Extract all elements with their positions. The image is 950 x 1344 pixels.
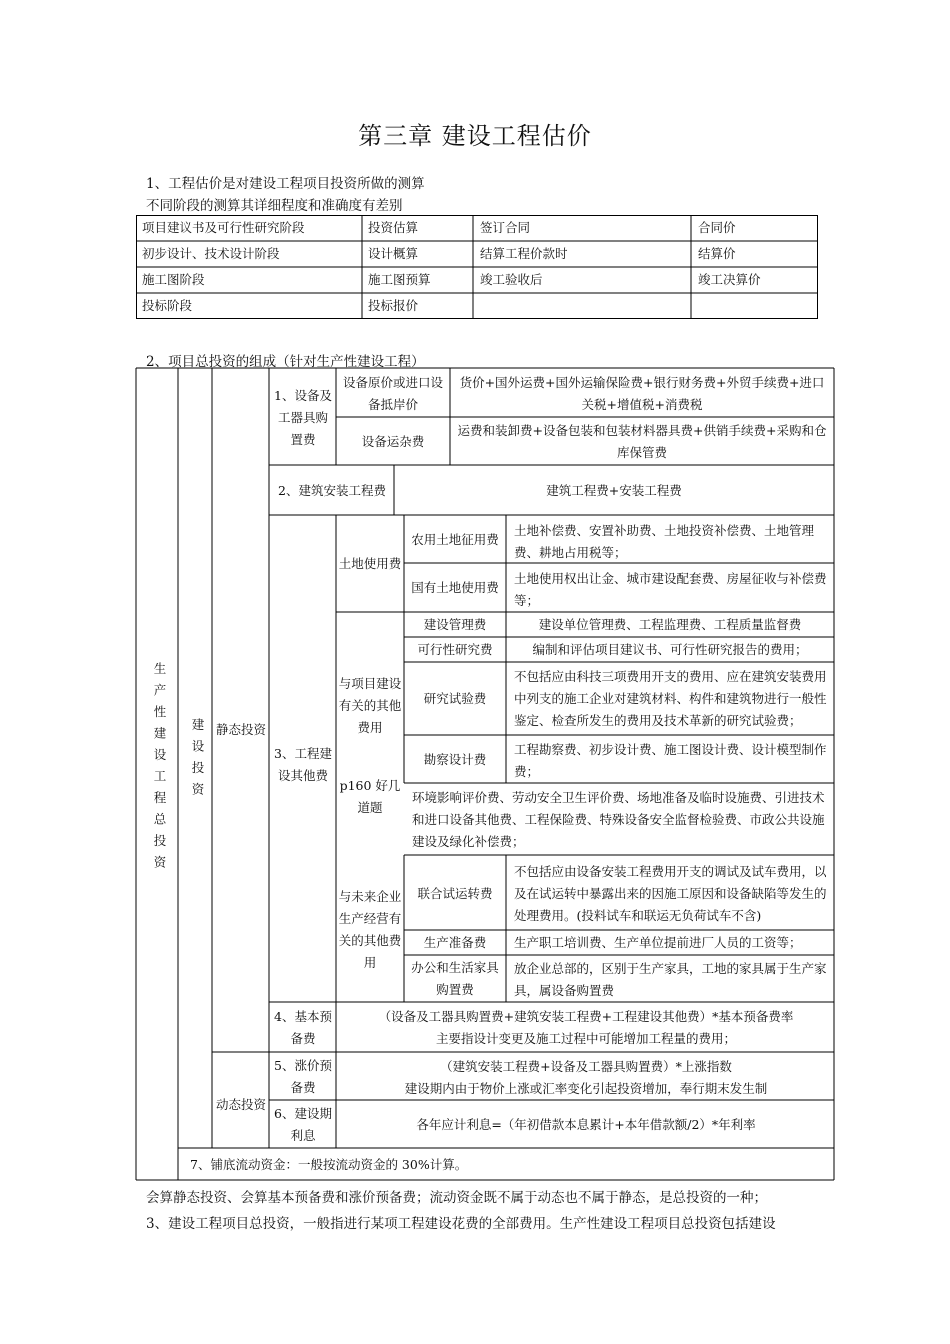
equipment-original-desc: 货价+国外运费+国外运输保险费+银行财务费+外贸手续费+进口关税+增值税+消费税 (459, 375, 825, 412)
stage-cell: 设计概算 (368, 246, 419, 261)
mgmt-fee-label: 建设管理费 (423, 617, 487, 632)
price-reserve-label: 5、涨价预备费 (274, 1058, 332, 1095)
interest-label: 6、建设期利息 (274, 1106, 332, 1143)
stage-cell: 结算价 (698, 246, 736, 261)
working-capital-note: 7、铺底流动资金：一般按流动资金的 30%计算。 (190, 1157, 468, 1172)
install-fee-label: 2、建筑安装工程费 (278, 483, 386, 498)
price-reserve-note: 建设期内由于物价上涨或汇率变化引起投资增加，奉行期末发生制 (404, 1081, 768, 1096)
basic-reserve-formula: （设备及工器具购置费+建筑安装工程费+工程建设其他费）*基本预备费率 (378, 1009, 794, 1024)
stage-cell: 项目建议书及可行性研究阶段 (142, 220, 305, 235)
stage-cell: 施工图预算 (368, 272, 431, 287)
footer-line-2: 3、建设工程项目总投资，一般指进行某项工程建设花费的全部费用。生产性建设工程项目总投资包括建设 (146, 1216, 776, 1232)
stage-cell: 签订合同 (480, 220, 531, 235)
mgmt-fee-desc: 建设单位管理费、工程监理费、工程质量监督费 (538, 617, 802, 632)
install-fee-desc: 建筑工程费+安装工程费 (546, 483, 682, 498)
stage-cell: 初步设计、技术设计阶段 (142, 246, 280, 261)
stage-cell: 投标阶段 (142, 298, 193, 313)
intro-line-1: 1、工程估价是对建设工程项目投资所做的测算 (146, 176, 425, 192)
interest-formula: 各年应计利息=（年初借款本息累计+本年借款额/2）*年利率 (416, 1117, 756, 1132)
research-fee-desc: 不包括应由科技三项费用开支的费用、应在建筑安装费用中列支的施工企业对建筑材料、构件和建筑物进行一般性鉴定、检查所发生的费用及技术革新的研究试验费； (514, 669, 827, 728)
feasibility-fee-label: 可行性研究费 (417, 642, 493, 657)
trial-run-fee-desc: 不包括应由设备安装工程费用开支的调试及试车费用，以及在试运转中暴露出来的因施工原因和设备缺陷等发生的处理费用。(投料试车和联运无负荷试车不含) (514, 864, 827, 923)
stage-cell: 投资估算 (368, 220, 419, 235)
equipment-freight-desc: 运费和装卸费+设备包装和包装材料器具费+供销手续费+采购和仓库保管费 (457, 423, 827, 460)
prep-fee-label: 生产准备费 (423, 935, 487, 950)
project-other-note: p160 好几道题 (339, 778, 401, 815)
footer-line-1: 会算静态投资、会算基本预备费和涨价预备费；流动资金既不属于动态也不属于静态，是总投资的一种； (146, 1190, 767, 1206)
stage-cell: 合同价 (698, 220, 736, 235)
equipment-fee-label: 1、设备及工器具购置费 (274, 388, 332, 447)
project-other-label: 与项目建设有关的其他费用 (338, 676, 402, 735)
research-fee-label: 研究试验费 (423, 691, 487, 706)
page-title: 第三章 建设工程估价 (358, 122, 592, 150)
land-fee-label: 土地使用费 (338, 556, 402, 571)
survey-fee-label: 勘察设计费 (423, 752, 487, 767)
feasibility-fee-desc: 编制和评估项目建议书、可行性研究报告的费用； (532, 642, 808, 657)
future-other-label: 与未来企业生产经营有关的其他费用 (338, 889, 402, 970)
section-2-heading: 2、项目总投资的组成（针对生产性建设工程） (146, 354, 425, 370)
stage-cell: 结算工程价款时 (480, 246, 568, 261)
office-furniture-desc: 放企业总部的，区别于生产家具，工地的家具属于生产家具，属设备购置费 (514, 961, 827, 998)
dynamic-investment-label: 动态投资 (215, 1097, 266, 1112)
equipment-original-label: 设备原价或进口设备抵岸价 (342, 375, 443, 412)
land-rural-desc: 土地补偿费、安置补助费、土地投资补偿费、土地管理费、耕地占用税等； (514, 523, 815, 560)
intro-line-2: 不同阶段的测算其详细程度和准确度有差别 (146, 198, 403, 214)
basic-reserve-label: 4、基本预备费 (274, 1009, 332, 1046)
survey-fee-desc: 工程勘察费、初步设计费、施工图设计费、设计模型制作费； (514, 742, 827, 779)
misc-fee-desc: 环境影响评价费、劳动安全卫生评价费、场地准备及临时设施费、引进技术和进口设备其他费、工程保险费、特殊设备安全监督检验费、市政公共设施建设及绿化补偿费； (412, 790, 825, 849)
stage-cell: 竣工验收后 (480, 272, 543, 287)
price-reserve-formula: （建筑安装工程费+设备及工器具购置费）*上涨指数 (440, 1059, 732, 1074)
stage-cell: 施工图阶段 (142, 272, 205, 287)
stage-cell: 投标报价 (368, 298, 419, 313)
prep-fee-desc: 生产职工培训费、生产单位提前进厂人员的工资等； (514, 935, 802, 950)
equipment-freight-label: 设备运杂费 (361, 434, 425, 449)
static-investment-label: 静态投资 (215, 722, 266, 737)
construction-investment-label: 建设投资 (190, 718, 205, 804)
trial-run-fee-label: 联合试运转费 (417, 886, 493, 901)
stage-cell: 竣工决算价 (698, 272, 761, 287)
total-investment-label: 生产性建设工程总投资 (152, 662, 167, 877)
land-state-desc: 土地使用权出让金、城市建设配套费、房屋征收与补偿费等； (514, 571, 827, 608)
basic-reserve-note: 主要指设计变更及施工过程中可能增加工程量的费用； (435, 1031, 736, 1046)
land-rural-label: 农用土地征用费 (411, 532, 499, 547)
land-state-label: 国有土地使用费 (411, 580, 499, 595)
other-fee-label: 3、工程建设其他费 (274, 746, 332, 783)
office-furniture-label: 办公和生活家具购置费 (411, 960, 499, 997)
